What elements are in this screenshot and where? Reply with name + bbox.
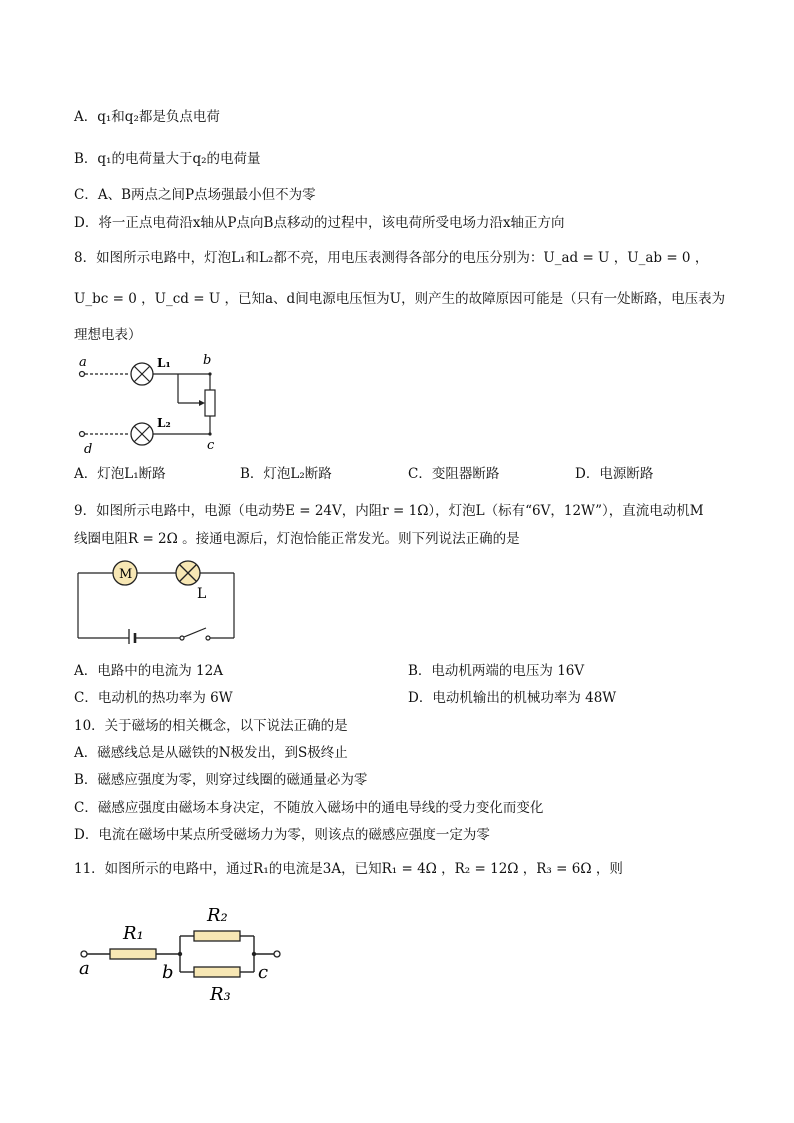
resistor-R2-icon [194, 931, 240, 941]
motor-label: M [119, 567, 133, 582]
q7-option-c: C．A、B两点之间P点场强最小但不为零 [74, 187, 316, 203]
lamp-L2-icon [131, 423, 153, 445]
q9-option-b: B．电动机两端的电压为 16V [408, 663, 585, 679]
battery-icon [129, 629, 135, 644]
q8-stem-line1: 8．如图所示电路中，灯泡L₁和L₂都不亮，用电压表测得各部分的电压分别为：U_ad = U ，U_ab = 0 ， [74, 250, 709, 266]
q10-stem: 10．关于磁场的相关概念，以下说法正确的是 [74, 718, 348, 734]
resistor-R3-icon [194, 967, 240, 977]
terminal-d [80, 432, 85, 437]
lamp-L1-icon [131, 363, 153, 385]
label-c: c [207, 438, 215, 453]
lamp-L-icon [176, 561, 200, 585]
motor-M-icon [113, 561, 137, 585]
label-b: b [203, 353, 212, 368]
terminal-a [81, 951, 87, 957]
switch-icon [180, 628, 210, 640]
q11-stem: 11．如图所示的电路中，通过R₁的电流是3A，已知R₁ = 4Ω ，R₂ = 12Ω ，R₃ = 6Ω ，则 [74, 861, 623, 877]
q8-stem-line2: U_bc = 0 ，U_cd = U ，已知a、d间电源电压恒为U，则产生的故障原因可能是（只有一处断路，电压表为 [74, 291, 726, 307]
q11-circuit-figure [74, 898, 290, 1010]
q10-option-a: A．磁感线总是从磁铁的N极发出，到S极终止 [74, 745, 348, 761]
label-a: a [79, 958, 90, 979]
q8-option-d: D．电源断路 [575, 466, 654, 482]
label-c: c [258, 962, 269, 983]
terminal-a [80, 372, 85, 377]
q7-option-b: B．q₁的电荷量大于q₂的电荷量 [74, 151, 261, 167]
lamp-label: L [197, 586, 207, 602]
q9-option-c: C．电动机的热功率为 6W [74, 690, 233, 706]
q9-option-d: D．电动机输出的机械功率为 48W [408, 690, 617, 706]
q10-option-d: D．电流在磁场中某点所受磁场力为零，则该点的磁感应强度一定为零 [74, 827, 490, 843]
q7-option-a: A．q₁和q₂都是负点电荷 [74, 109, 220, 125]
label-L2: L₂ [157, 416, 171, 430]
q9-option-a: A．电路中的电流为 12A [74, 663, 223, 679]
rheostat-icon [205, 390, 215, 416]
q9-circuit-figure [74, 558, 240, 644]
q8-circuit-figure [74, 350, 234, 460]
q9-stem-line2: 线圈电阻R = 2Ω 。接通电源后，灯泡恰能正常发光。则下列说法正确的是 [74, 531, 520, 547]
q8-option-a: A．灯泡L₁断路 [74, 466, 166, 482]
label-R2: R₂ [207, 905, 228, 926]
q7-option-d: D．将一正点电荷沿x轴从P点向B点移动的过程中，该电荷所受电场力沿x轴正方向 [74, 215, 565, 231]
resistor-R1-icon [110, 949, 156, 959]
label-R3: R₃ [210, 984, 231, 1005]
terminal-c [274, 951, 280, 957]
q10-option-c: C．磁感应强度由磁场本身决定，不随放入磁场中的通电导线的受力变化而变化 [74, 800, 544, 816]
q9-stem-line1: 9．如图所示电路中，电源（电动势E = 24V，内阻r = 1Ω），灯泡L（标有“6V，12W”），直流电动机M [74, 503, 704, 519]
q8-option-c: C．变阻器断路 [408, 466, 500, 482]
q10-option-b: B．磁感应强度为零，则穿过线圈的磁通量必为零 [74, 772, 368, 788]
label-R1: R₁ [123, 923, 144, 944]
q8-stem-line3: 理想电表） [74, 327, 142, 343]
label-b: b [162, 962, 174, 983]
q8-option-b: B．灯泡L₂断路 [240, 466, 332, 482]
label-d: d [84, 442, 93, 457]
label-L1: L₁ [157, 356, 171, 370]
label-a: a [79, 355, 87, 370]
